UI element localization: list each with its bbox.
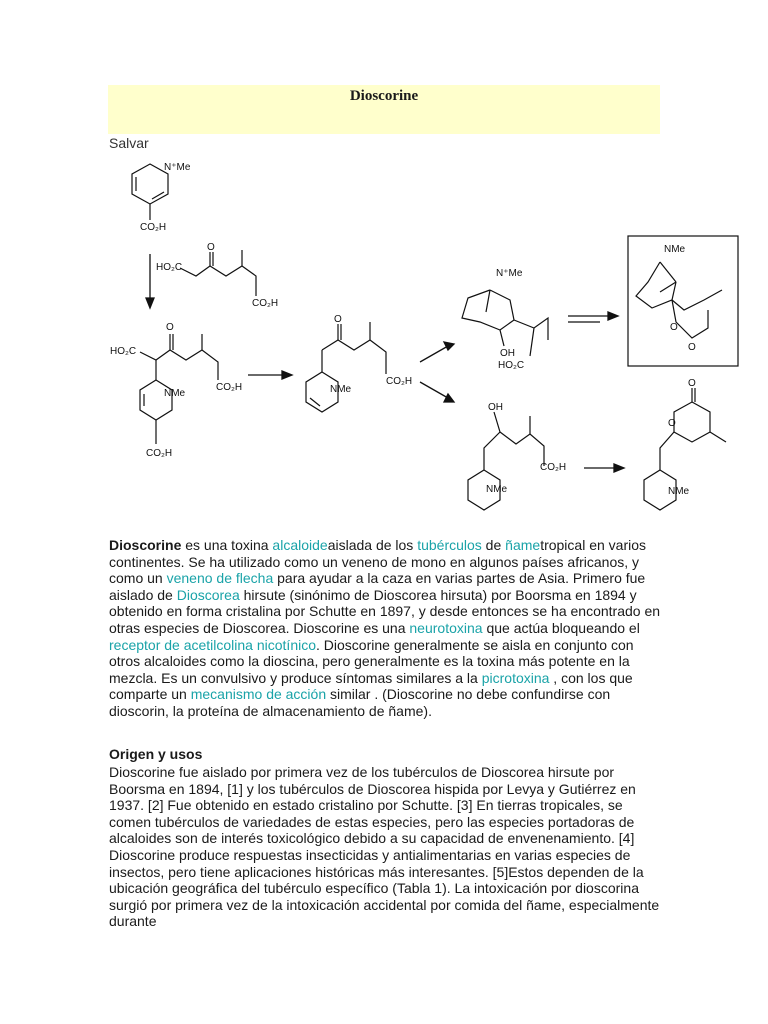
text: que actúa bloqueando el <box>482 619 640 636</box>
text: . Dioscorine generalmente se aisla en conjunto con otros alcaloides como la dioscina, pero generalmente es la toxina más potente en la mezcla. Es un convulsivo y produce síntomas similares a la <box>109 636 634 686</box>
text: hirsute (sinónimo de Dioscorea hirsuta) por Boorsma en 1894 y obtenido en forma cristalina por Schutte en 1897, y desde entonces se ha encontrado en otras especies de Dioscorea. Dioscorine es una <box>109 586 661 636</box>
link-picrotoxina[interactable]: picrotoxina <box>481 669 550 686</box>
term-dioscorine: Dioscorine <box>109 537 182 553</box>
link-name[interactable]: ñame <box>505 537 541 553</box>
section-heading: Origen y usos <box>109 746 203 762</box>
text: similar . (Dioscorine no debe confundirse con dioscorin, la proteína de almacenamiento de ñame). <box>109 686 611 719</box>
label: NMe <box>486 484 508 495</box>
label: O <box>207 242 215 253</box>
label: CO₂H <box>540 462 567 473</box>
text: de <box>481 537 506 553</box>
text: , con los que comparte un <box>109 669 633 703</box>
label: O <box>670 322 678 333</box>
origin-paragraph: Dioscorine fue aislado por primera vez de los tubérculos de Dioscorea hirsute por Boorsma en 1894, [1] y los tubérculos de Dioscorea hispida por Levya y Gutiérrez en 1937. [2] Fue obtenido en estado cristalino por Schutte. [3] En tierras tropicales, se comen tubérculos de variedades de estas especies, pero las especies portadoras de alcaloides son de interés toxicológico debido a su capacidad de envenenamiento. [4] Dioscorine produce respuestas insecticidas y antialimentarias en varias especies de insectos, pero tiene aplicaciones históricas más interesantes. [5]Estos dependen de la ubicación geográfica del tubérculo específico (Tabla 1). La intoxicación por dioscorina surgió por primera vez de la intoxicación accidental por comida del ñame, especialmente durante <box>109 764 660 930</box>
label: CO₂H <box>216 382 243 393</box>
text: aislada de los <box>327 537 418 553</box>
link-receptor[interactable]: receptor de acetilcolina nicotínico <box>109 636 317 653</box>
text: tropical en varios continentes. Se ha utilizado como un veneno de mono en algunos países africanos, y como un <box>109 537 647 587</box>
label: N⁺Me <box>164 162 191 173</box>
label: O <box>688 378 696 389</box>
label: O <box>688 342 696 353</box>
dioscorine-structure <box>636 262 722 338</box>
label: CO₂H <box>140 222 167 233</box>
label: O <box>166 322 174 333</box>
save-link[interactable]: Salvar <box>109 135 149 151</box>
text: para ayudar a la caza en varias partes de Asia. Primero fue aislado de <box>109 570 646 603</box>
label: HO₂C <box>156 262 183 273</box>
label: NMe <box>668 486 690 497</box>
link-tuberculos[interactable]: tubérculos <box>417 537 482 553</box>
label: OH <box>488 402 503 413</box>
label: O <box>668 418 676 429</box>
label: HO₂C <box>498 360 525 371</box>
page-title: Dioscorine <box>349 88 419 104</box>
label: OH <box>500 348 515 359</box>
intro-paragraph <box>109 537 661 720</box>
dioscorine-box <box>628 236 738 366</box>
label: HO₂C <box>110 346 137 357</box>
label: NMe <box>330 384 352 395</box>
up-arrow <box>420 346 448 362</box>
label: NMe <box>664 244 686 255</box>
label: CO₂H <box>386 376 413 387</box>
label: N⁺Me <box>496 268 523 279</box>
link-veneno-de-flecha[interactable]: veneno de flecha <box>166 570 274 587</box>
link-dioscorea[interactable]: Dioscorea <box>176 586 240 603</box>
label: CO₂H <box>146 448 173 459</box>
label: O <box>334 314 342 325</box>
link-alcaloide[interactable]: alcaloide <box>272 537 328 553</box>
text: es una toxina <box>181 537 273 553</box>
label: NMe <box>164 388 186 399</box>
link-neurotoxina[interactable]: neurotoxina <box>409 619 483 636</box>
quinuclidine-structure <box>462 290 548 356</box>
label: CO₂H <box>252 298 279 309</box>
nicotinic-acid-structure <box>132 164 168 220</box>
link-mecanismo[interactable]: mecanismo de acción <box>190 686 327 703</box>
piperidine-acid-structure <box>468 412 544 510</box>
down-right-arrow <box>420 382 448 398</box>
diacid-reagent-structure <box>180 250 256 296</box>
intermediate-two-structure <box>306 322 386 412</box>
